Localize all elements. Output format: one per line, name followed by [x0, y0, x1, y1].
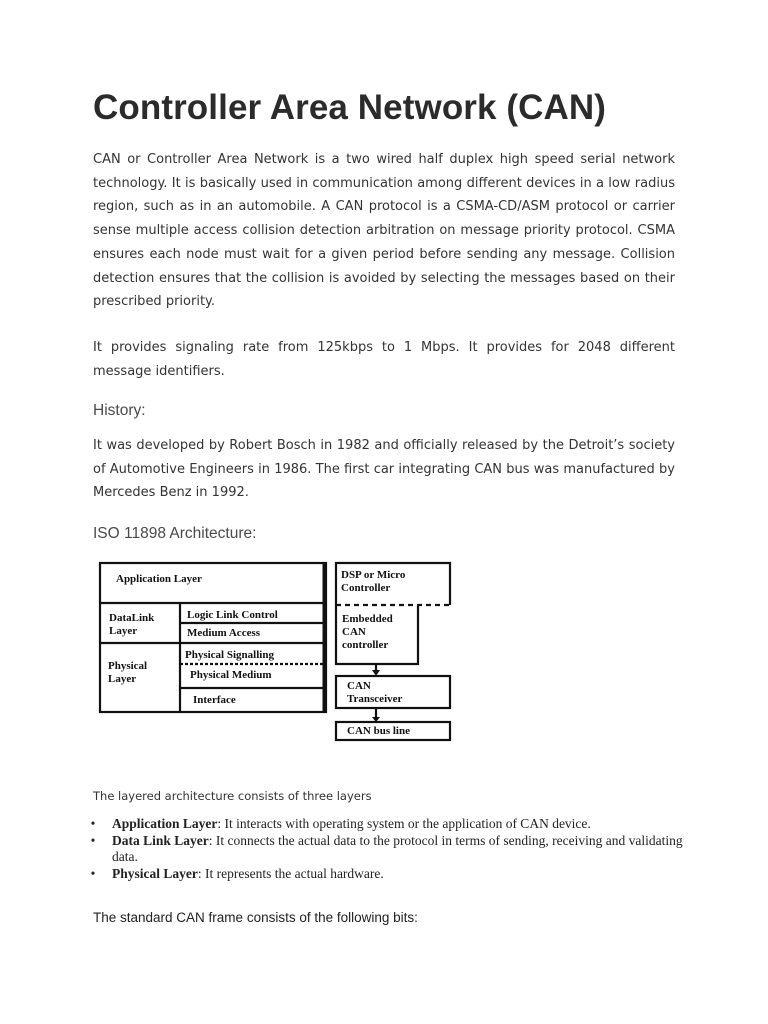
embedded-label-2: CAN — [342, 626, 366, 638]
interface-label: Interface — [193, 694, 236, 706]
history-paragraph: It was developed by Robert Bosch in 1982 and officially released by the Detroit’s society of Automotive Engineers in 1986. The first car integrating CAN bus was manufactured by Mercedes Benz in 1992. — [93, 438, 675, 501]
bullet: • — [90, 832, 96, 848]
iso-11898-architecture-diagram — [96, 558, 456, 749]
logic-link-control-label: Logic Link Control — [187, 609, 278, 621]
history-heading: History: — [93, 402, 146, 419]
page-title: Controller Area Network (CAN) — [93, 88, 607, 127]
intro-paragraph: CAN or Controller Area Network is a two wired half duplex high speed serial network technology. It is basically used in communication among different devices in a low radius region, such as in an automobile. A CAN protocol is a CSMA-CD/ASM protocol or carrier sense multiple access collision detection arbitration on message priority protocol. CSMA ensures each node must wait for a given period before sending any message. Collision detection ensures that the collision is avoided by selecting the messages based on their prescribed priority. — [93, 152, 675, 310]
embedded-label-3: controller — [342, 639, 389, 651]
application-layer-label: Application Layer — [116, 573, 202, 585]
dsp-label-1: DSP or Micro — [341, 569, 406, 581]
physical-medium-label: Physical Medium — [190, 669, 272, 681]
layer-name: Physical Layer — [112, 865, 198, 881]
list-item — [90, 816, 683, 833]
layer-description: : It interacts with operating system or the application of CAN device. — [217, 816, 591, 831]
bullet: • — [90, 865, 96, 881]
physical-signalling-label: Physical Signalling — [185, 649, 274, 661]
frame-intro: The standard CAN frame consists of the following bits: — [93, 910, 418, 925]
medium-access-label: Medium Access — [187, 627, 261, 639]
layer-name: Data Link Layer — [112, 832, 209, 848]
bullet: • — [90, 816, 96, 831]
physical-layer-label-2: Layer — [108, 673, 137, 685]
datalink-layer-label-2: Layer — [109, 625, 138, 637]
layer-description: : It connects the actual data to the protocol in terms of sending, receiving and validating data. — [112, 832, 683, 864]
layer-description: : It represents the actual hardware. — [197, 865, 384, 881]
datalink-layer-label-1: DataLink — [109, 612, 155, 624]
dsp-label-2: Controller — [341, 582, 391, 594]
signaling-rate-paragraph: It provides signaling rate from 125kbps to 1 Mbps. It provides for 2048 different message identifiers. — [93, 340, 675, 379]
architecture-heading: ISO 11898 Architecture: — [93, 525, 257, 542]
list-item — [90, 865, 683, 883]
transceiver-label-1: CAN — [347, 680, 371, 692]
list-item — [90, 832, 683, 866]
layer-list — [90, 816, 683, 882]
transceiver-label-2: Transceiver — [347, 693, 403, 705]
layer-name: Application Layer — [112, 816, 218, 831]
embedded-label-1: Embedded — [342, 613, 393, 625]
physical-layer-label-1: Physical — [108, 660, 148, 672]
layers-summary: The layered architecture consists of three layers — [93, 789, 372, 803]
bus-line-label: CAN bus line — [347, 725, 410, 737]
